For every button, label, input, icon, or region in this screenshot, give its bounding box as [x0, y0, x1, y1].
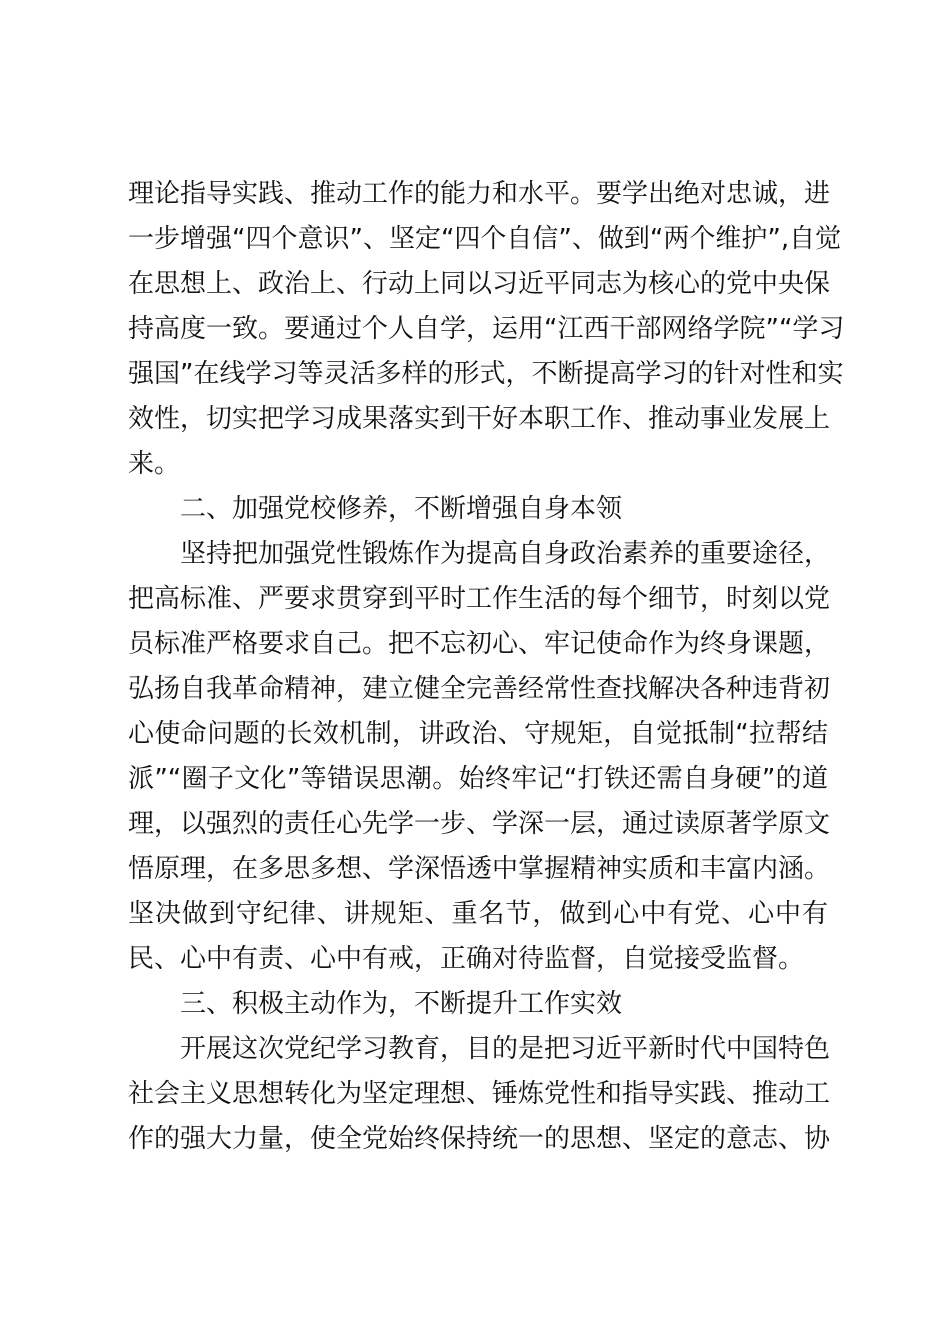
paragraph-1	[128, 172, 845, 532]
paragraph-2-line: 理，以强烈的责任心先学一步、学深一层，通过读原著学原文	[128, 809, 831, 839]
paragraph-1-line: 强国”在线学习等灵活多样的形式，不断提高学习的针对性和实	[128, 359, 844, 389]
paragraph-2-line: 悟原理，在多思多想、学深悟透中掌握精神实质和丰富内涵。	[128, 854, 831, 884]
paragraph-1-line: 一步增强“四个意识”、坚定“四个自信”、做到“两个维护”,自觉	[128, 224, 842, 254]
paragraph-1-line: 持高度一致。要通过个人自学，运用“江西干部网络学院”“学习	[128, 314, 845, 344]
paragraph-2-line: 坚决做到守纪律、讲规矩、重名节，做到心中有党、心中有	[128, 899, 828, 929]
paragraph-1-line: 来。	[128, 449, 181, 479]
paragraph-2	[128, 532, 831, 1027]
paragraph-1-line: 理论指导实践、推动工作的能力和水平。要学出绝对忠诚，进	[128, 179, 831, 209]
paragraph-1-line: 在思想上、政治上、行动上同以习近平同志为核心的党中央保	[128, 269, 831, 299]
paragraph-1-line: 效性，切实把学习成果落实到干好本职工作、推动事业发展上	[128, 404, 831, 434]
paragraph-3	[128, 1027, 831, 1162]
paragraph-2-line: 民、心中有责、心中有戒，正确对待监督，自觉接受监督。	[128, 944, 805, 974]
paragraph-2-line: 员标准严格要求自己。把不忘初心、牢记使命作为终身课题，	[128, 629, 831, 659]
paragraph-2-line: 把高标准、严要求贯穿到平时工作生活的每个细节，时刻以党	[128, 584, 831, 614]
paragraph-3-line: 作的强大力量，使全党始终保持统一的思想、坚定的意志、协	[128, 1124, 831, 1154]
paragraph-3-line: 开展这次党纪学习教育，目的是把习近平新时代中国特色	[180, 1034, 831, 1064]
paragraph-2-line: 坚持把加强党性锻炼作为提高自身政治素养的重要途径，	[180, 539, 831, 569]
paragraph-2-line: 心使命问题的长效机制，讲政治、守规矩，自觉抵制“拉帮结	[128, 719, 828, 749]
paragraph-2-line: 弘扬自我革命精神，建立健全完善经常性查找解决各种违背初	[128, 674, 831, 704]
section-heading-2: 二、加强党校修养，不断增强自身本领	[180, 494, 623, 524]
paragraph-3-line: 社会主义思想转化为坚定理想、锤炼党性和指导实践、推动工	[128, 1079, 831, 1109]
paragraph-2-line: 派”“圈子文化”等错误思潮。始终牢记“打铁还需自身硬”的道	[128, 764, 828, 794]
section-heading-3: 三、积极主动作为，不断提升工作实效	[180, 989, 623, 1019]
